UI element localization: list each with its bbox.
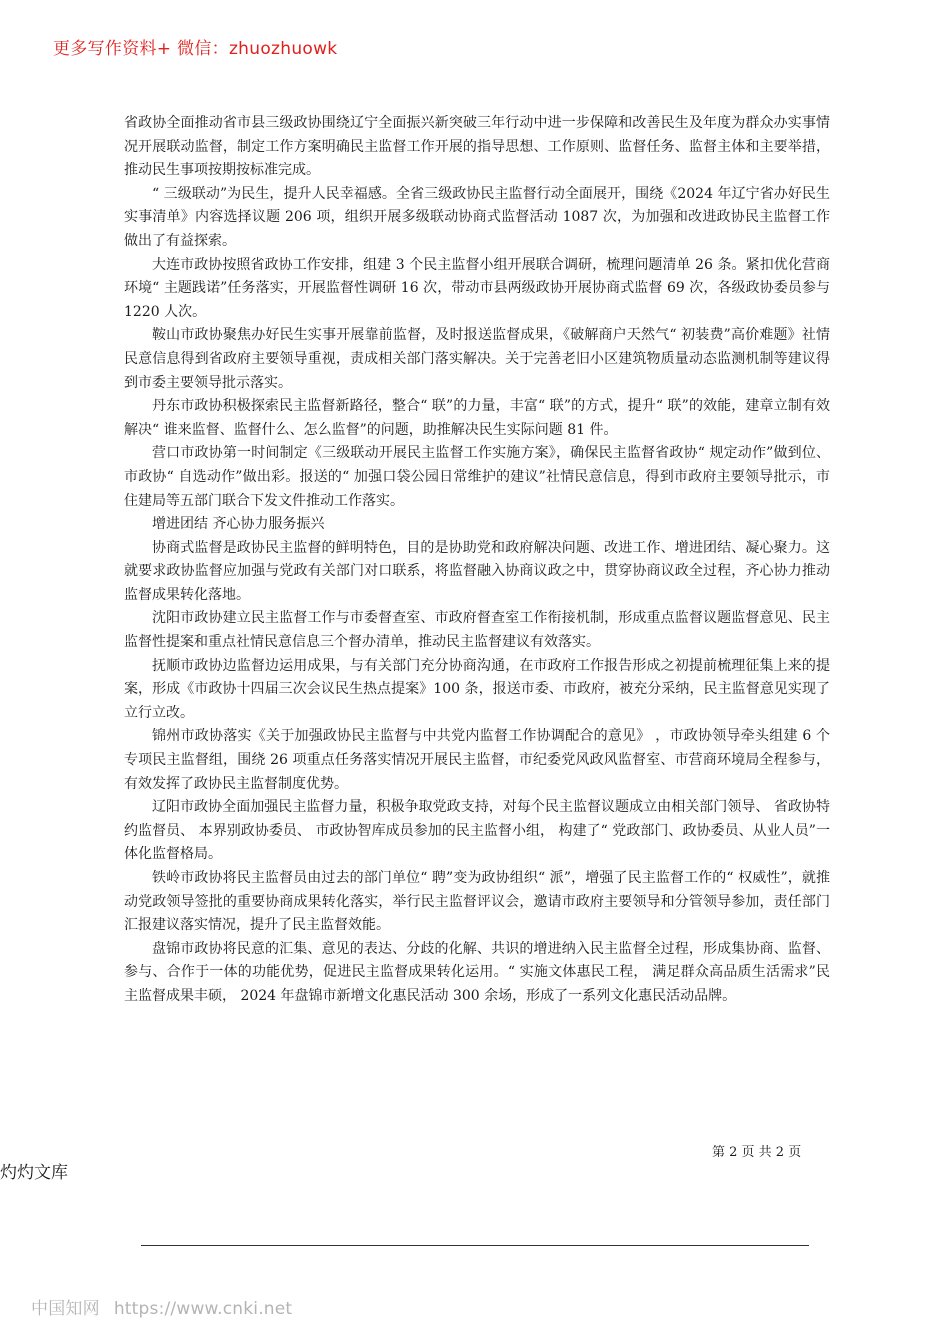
section-heading: 增进团结 齐心协力服务振兴 xyxy=(152,516,325,533)
watermark-name: 中国知网 xyxy=(31,1299,100,1319)
watermark xyxy=(31,1294,292,1319)
paragraph-jinzhou: 锦州市政协落实《关于加强政协民主监督与中共党内监督工作协调配合的意见》 ，市政协领导牵头组建 6 个专项民主监督组，围绕 26 项重点任务落实情况开展民主监督，市纪委党风政风监督室、市营商环境局全程参与，有效发挥了政协民主监督制度优势。 xyxy=(124,728,830,792)
page-number: 第 2 页 共 2 页 xyxy=(712,1145,802,1160)
paragraph-tieling: 铁岭市政协将民主监督员由过去的部门单位“ 聘”变为政协组织“ 派”，增强了民主监督工作的“ 权威性”，就推动党政领导签批的重要协商成果转化落实，举行民主监督评议会，邀请市政府主要领导和分管领导参加，责任部门汇报建议落实情况，提升了民主监督效能。 xyxy=(124,870,830,934)
watermark-url: https://www.cnki.net xyxy=(113,1299,293,1319)
paragraph-panjin: 盘锦市政协将民意的汇集、意见的表达、分歧的化解、共识的增进纳入民主监督全过程，形成集协商、监督、参与、合作于一体的功能优势，促进民主监督成果转化运用。“ 实施文体惠民工程， 满足群众高品质生活需求”民主监督成果丰硕， 2024 年盘锦市新增文化惠民活动 300 余场，形成了一系列文化惠民活动品牌。 xyxy=(124,940,830,1004)
paragraph-dandong: 丹东市政协积极探索民主监督新路径，整合“ 联”的力量，丰富“ 联”的方式，提升“ 联”的效能，建章立制有效解决“ 谁来监督、监督什么、怎么监督”的问题，助推解决民生实际问题 81 件。 xyxy=(124,398,830,438)
paragraph-consultative: 协商式监督是政协民主监督的鲜明特色，目的是协助党和政府解决问题、改进工作、增进团结、凝心聚力。这就要求政协监督应加强与党政有关部门对口联系，将监督融入协商议政之中，贯穿协商议政全过程，齐心协力推动监督成果转化落地。 xyxy=(124,539,830,603)
header-promo-text: 更多写作资料+ 微信：zhuozhuowk xyxy=(53,39,338,59)
document-body xyxy=(124,112,830,1009)
paragraph-three-level: “ 三级联动”为民生，提升人民幸福感。全省三级政协民主监督行动全面展开，围绕《2024 年辽宁省办好民生实事清单》内容选择议题 206 项，组织开展多级联动协商式监督活动 1087 次，为加强和改进政协民主监督工作做出了有益探索。 xyxy=(124,185,830,249)
paragraph-intro: 省政协全面推动省市县三级政协围绕辽宁全面振兴新突破三年行动中进一步保障和改善民生及年度为群众办实事情况开展联动监督，制定工作方案明确民主监督工作开展的指导思想、工作原则、监督任务、监督主体和主要举措，推动民生事项按期按标准完成。 xyxy=(124,115,830,179)
paragraph-shenyang: 沈阳市政协建立民主监督工作与市委督查室、市政府督查室工作衔接机制，形成重点监督议题监督意见、民主监督性提案和重点社情民意信息三个督办清单，推动民主监督建议有效落实。 xyxy=(124,610,830,651)
paragraph-yingkou: 营口市政协第一时间制定《三级联动开展民主监督工作实施方案》，确保民主监督省政协“ 规定动作”做到位、市政协“ 自选动作”做出彩。报送的“ 加强口袋公园日常维护的建议”社情民意信息，得到市政府主要领导批示，市住建局等五部门联合下发文件推动工作落实。 xyxy=(124,445,830,509)
footer-brand: 灼灼文库 xyxy=(0,1163,68,1183)
paragraph-anshan: 鞍山市政协聚焦办好民生实事开展靠前监督，及时报送监督成果，《破解商户天然气“ 初装费”高价难题》社情民意信息得到省政府主要领导重视，责成相关部门落实解决。关于完善老旧小区建筑物质量动态监测机制等建议得到市委主要领导批示落实。 xyxy=(124,327,830,391)
paragraph-liaoyang: 辽阳市政协全面加强民主监督力量，积极争取党政支持，对每个民主监督议题成立由相关部门领导、 省政协特约监督员、 本界别政协委员、 市政协智库成员参加的民主监督小组， 构建了“ 党政部门、政协委员、从业人员”一体化监督格局。 xyxy=(124,799,830,863)
paragraph-dalian: 大连市政协按照省政协工作安排，组建 3 个民主监督小组开展联合调研，梳理问题清单 26 条。紧扣优化营商环境“ 主题践诺”任务落实，开展监督性调研 16 次，带动市县两级政协开展协商式监督 69 次，各级政协委员参与 1220 人次。 xyxy=(124,256,830,320)
paragraph-fushun: 抚顺市政协边监督边运用成果，与有关部门充分协商沟通，在市政府工作报告形成之初提前梳理征集上来的提案，形成《市政协十四届三次会议民生热点提案》100 条，报送市委、市政府，被充分采纳，民主监督意见实现了立行立改。 xyxy=(124,657,830,721)
footer-divider xyxy=(141,1245,809,1246)
